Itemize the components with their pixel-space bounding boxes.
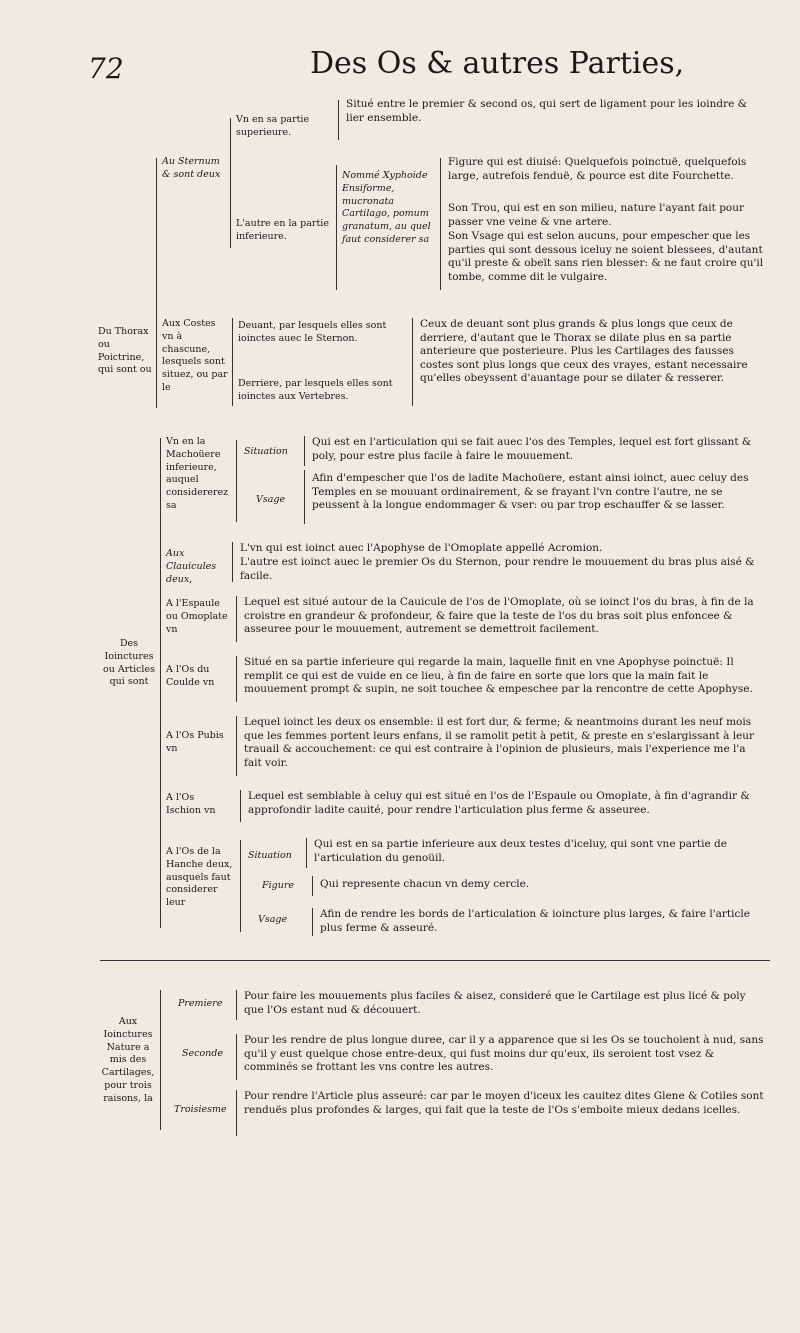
ischion-text: Lequel est semblable à celuy qui est situé en l'os de l'Espaule ou Omoplate, à fin d'agrandir & approfondir ladite cauité, pour rendre l'articulation plus ferme & asseuree. xyxy=(248,790,750,816)
inferior-brace-right xyxy=(440,158,441,290)
premiere-label: Premiere xyxy=(178,998,223,1009)
xyphoide-figure-text: Figure qui est diuisé: Quelquefois poinctuë, quelquefois large, autrefois fenduë, & pource est dite Fourchette. xyxy=(448,156,747,182)
espaule-label: A l'Espaule ou Omoplate vn xyxy=(166,598,228,635)
xyphoide-usage-text: Son Vsage qui est selon aucuns, pour empescher que les parties qui sont dessous iceluy ne soient blessees, d'autant qu'il preste & obeït sans rien blesser: & ne faut croire qu'il tombe, comme dit le vulgaire. xyxy=(448,230,764,283)
coulde-brace xyxy=(236,656,237,702)
clavicules-label: Aux Clauicules deux, xyxy=(166,548,217,585)
clavicules-brace xyxy=(232,542,233,582)
thorax-bracket xyxy=(156,158,157,408)
sternum-superior-text: Situé entre le premier & second os, qui sert de ligament pour les ioindre & lier ensemble. xyxy=(346,98,748,124)
costes-devant: Deuant, par lesquels elles sont ioinctes auec le Sternon. xyxy=(238,320,387,344)
natures-label: Aux Ioinctures Nature a mis des Cartilages, pour trois raisons, la xyxy=(101,1016,155,1104)
machoire-usage-text: Afin d'empescher que l'os de ladite Machoüere, estant ainsi ioinct, auec celuy des Temples en se mouuant ordinairement, & se frayant l'vn contre l'autre, ne se peussent à la longue endommager & vser: ou par trop eschauffer & se lasser. xyxy=(312,472,749,512)
pubis-label: A l'Os Pubis vn xyxy=(166,730,224,754)
hanche-usage-label: Vsage xyxy=(258,914,288,925)
hanche-figure-text: Qui represente chacun vn demy cercle. xyxy=(320,878,530,890)
page-number: 72 xyxy=(88,52,124,85)
seconde-label: Seconde xyxy=(182,1048,223,1059)
machoire-usage-brace xyxy=(304,470,305,524)
costes-derriere: Derriere, par lesquels elles sont ioinctes aux Vertebres. xyxy=(238,378,393,402)
troisiesme-brace xyxy=(236,1090,237,1136)
espaule-brace xyxy=(236,596,237,642)
xyphoide-trou-text: Son Trou, qui est en son milieu, nature l'ayant fait pour passer vne veine & vne artere. xyxy=(448,202,745,228)
sternum-label: Au Sternum & sont deux xyxy=(162,156,221,180)
sternum-inferior-label: L'autre en la partie inferieure. xyxy=(236,218,329,242)
costes-label: Aux Costes vn à chascune, lesquels sont situez, ou par le xyxy=(162,318,228,393)
costes-brace xyxy=(232,318,233,406)
premiere-brace xyxy=(236,990,237,1020)
machoire-situation-label: Situation xyxy=(244,446,288,457)
ischion-brace xyxy=(240,790,241,822)
hanche-usage-brace xyxy=(312,908,313,936)
premiere-text: Pour faire les mouuements plus faciles & aisez, consideré que le Cartilage est plus licé & poly que l'Os estant nud & découuert. xyxy=(244,990,746,1016)
machoire-situation-text: Qui est en l'articulation qui se fait auec l'os des Temples, lequel est fort glissant & poly, pour estre plus facile à faire le mouuement. xyxy=(312,436,752,462)
pubis-brace xyxy=(236,716,237,776)
hanche-situation-label: Situation xyxy=(248,850,292,861)
espaule-text: Lequel est situé autour de la Cauicule de l'os de l'Omoplate, où se ioinct l'os du bras, à fin de la croistre en grandeur & profondeur, & faire que la teste de l'os du bras soit plus enfoncee & asseuree pour le mouuement, autrement se demettroit facilement. xyxy=(244,596,754,636)
hanche-label: A l'Os de la Hanche deux, ausquels faut considerer leur xyxy=(166,846,233,909)
thorax-label: Du Thorax ou Poictrine, qui sont ou xyxy=(98,326,152,376)
superior-brace xyxy=(338,100,339,140)
machoire-label: Vn en la Machoüere inferieure, auquel considererez sa xyxy=(166,436,229,511)
coulde-text: Situé en sa partie inferieure qui regarde la main, laquelle finit en vne Apophyse poinctuë: Il remplit ce qui est de vuide en ce lieu, à fin de faire en sorte que lors que la main fait le mouuement prompt & supin, ne soit touchee & empeschee par la rencontre de cette Apophyse. xyxy=(244,656,753,696)
seconde-brace xyxy=(236,1034,237,1080)
ischion-label: A l'Os Ischion vn xyxy=(166,792,216,816)
costes-text: Ceux de deuant sont plus grands & plus longs que ceux de derriere, d'autant que le Thorax se dilate plus en sa partie anterieure que posterieure. Plus les Cartilages des fausses costes sont plus longs que ceux des vrayes, estant necessaire qu'elles obeyssent d'auantage pour se dilater & resserer. xyxy=(420,318,748,385)
natures-bracket xyxy=(160,990,161,1130)
clavicules-text-1: L'vn qui est ioinct auec l'Apophyse de l'Omoplate appellé Acromion. xyxy=(240,542,603,554)
hanche-usage-text: Afin de rendre les bords de l'articulation & ioincture plus larges, & faire l'article plus ferme & asseuré. xyxy=(320,908,750,934)
sternum-superior-label: Vn en sa partie superieure. xyxy=(236,114,310,138)
troisiesme-label: Troisiesme xyxy=(174,1104,227,1115)
machoire-situation-brace xyxy=(304,436,305,466)
hanche-figure-label: Figure xyxy=(262,880,294,891)
sternum-bracket xyxy=(230,118,231,248)
clavicules-text-2: L'autre est ioinct auec le premier Os du Sternon, pour rendre le mouuement du bras plus aisé & facile. xyxy=(240,556,755,582)
troisiesme-text: Pour rendre l'Article plus asseuré: car par le moyen d'iceux les cauitez dites Glene & Cotiles sont renduës plus profondes & larges, qui fait que la teste de l'Os s'emboite mieux dedans icelles. xyxy=(244,1090,764,1116)
coulde-label: A l'Os du Coulde vn xyxy=(166,664,215,688)
hanche-situation-brace xyxy=(306,838,307,868)
jointures-bracket xyxy=(160,438,161,928)
xyphoide-names: Nommé Xyphoide Ensiforme, mucronata Cartilago, pomum granatum, au quel faut considerer sa xyxy=(342,170,431,245)
section-divider xyxy=(100,960,770,961)
page-title: Des Os & autres Parties, xyxy=(310,46,685,81)
costes-text-brace xyxy=(412,318,413,406)
inferior-brace-left xyxy=(336,165,337,290)
hanche-situation-text: Qui est en sa partie inferieure aux deux testes d'iceluy, qui sont vne partie de l'articulation du genoüil. xyxy=(314,838,727,864)
machoire-usage-label: Vsage xyxy=(256,494,286,505)
jointures-label: Des Ioinctures ou Articles qui sont xyxy=(103,638,155,688)
hanche-brace xyxy=(240,840,241,932)
hanche-figure-brace xyxy=(312,876,313,896)
seconde-text: Pour les rendre de plus longue duree, car il y a apparence que si les Os se touchoient à nud, sans qu'il y eust quelque chose entre-deux, qui fust moins dur qu'eux, ils seroient tost vsez & comminés se frottant les vns contre les autres. xyxy=(244,1034,764,1074)
machoire-brace xyxy=(236,440,237,522)
pubis-text: Lequel ioinct les deux os ensemble: il est fort dur, & ferme; & neantmoins durant les neuf mois que les femmes portent leurs enfans, il se ramolit petit à petit, & preste en s'eslargissant à leur trauail & accouchement: ce qui est contraire à l'opinion de plusieurs, mais l'experience me l'a fait voir. xyxy=(244,716,755,769)
